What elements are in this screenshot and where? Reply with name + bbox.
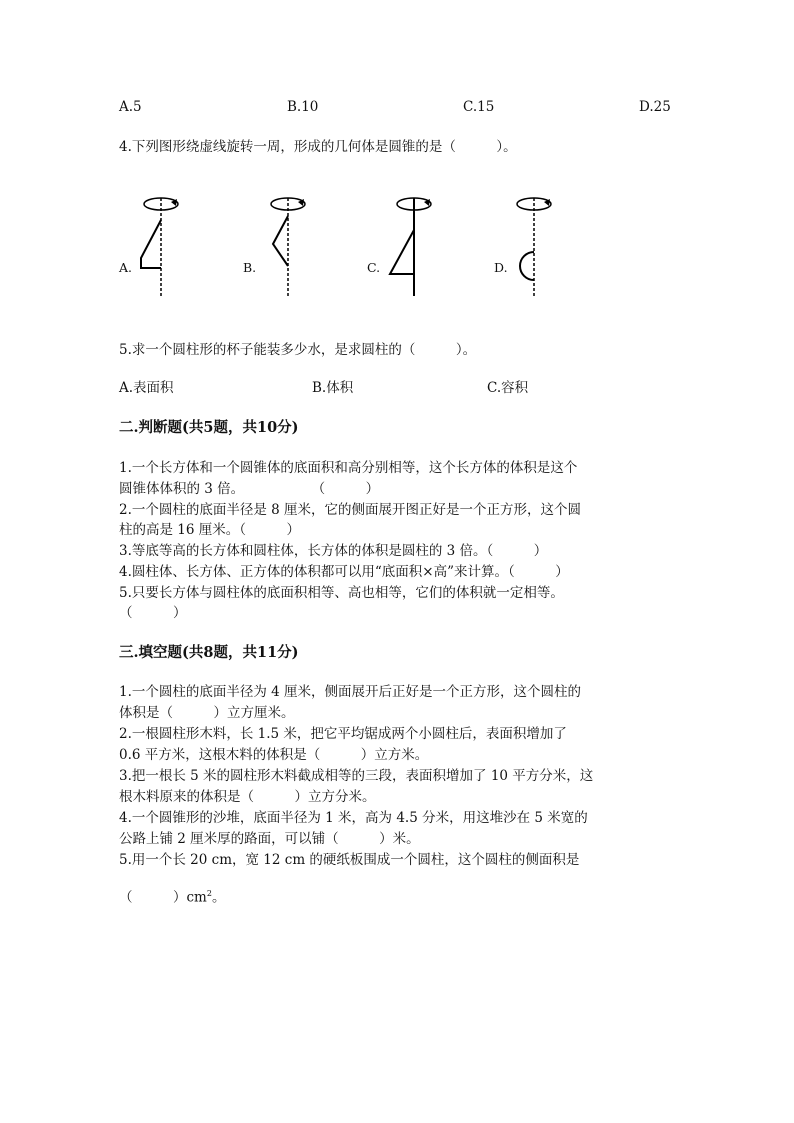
- fill-line: 3.把一根长 5 米的圆柱形木料截成相等的三段，表面积增加了 10 平方分米，这: [119, 768, 594, 784]
- fill-line: 0.6 平方米，这根木料的体积是（ ）立方米。: [119, 747, 429, 763]
- q3-option-d: D.25: [639, 99, 671, 115]
- judge-line: 4.圆柱体、长方体、正方体的体积都可以用“底面积×高”来计算。（ ）: [119, 564, 569, 580]
- fill-line: 5.用一个长 20 cm，宽 12 cm 的硬纸板围成一个圆柱，这个圆柱的侧面积是: [119, 852, 580, 868]
- fill-line: 体积是（ ）立方厘米。: [119, 705, 295, 721]
- fill-line-last: [119, 884, 225, 908]
- q4-label-b: B.: [243, 260, 257, 275]
- fill-line-last-text: （ ）cm: [119, 889, 207, 906]
- section-2-heading: 二.判断题(共5题，共10分): [119, 419, 299, 436]
- fill-line: 1.一个圆柱的底面半径为 4 厘米，侧面展开后正好是一个正方形，这个圆柱的: [119, 684, 582, 700]
- fill-line: 2.一根圆柱形木料，长 1.5 米，把它平均锯成两个小圆柱后，表面积增加了: [119, 726, 567, 742]
- q4-question: 4.下列图形绕虚线旋转一周，形成的几何体是圆锥的是（ ）。: [119, 139, 517, 155]
- fill-line-last-tail: 。: [211, 889, 226, 906]
- fill-line: 根木料原来的体积是（ ）立方分米。: [119, 789, 376, 805]
- section-3-heading: 三.填空题(共8题，共11分): [119, 644, 299, 661]
- q5-option-a: A.表面积: [119, 380, 174, 396]
- q3-option-b: B.10: [287, 99, 319, 115]
- judge-line: 5.只要长方体与圆柱体的底面积相等、高也相等，它们的体积就一定相等。: [119, 585, 564, 601]
- judge-line: 3.等底等高的长方体和圆柱体，长方体的体积是圆柱的 3 倍。（ ）: [119, 543, 548, 559]
- q4-label-a: A.: [119, 260, 133, 275]
- fill-line: 公路上铺 2 厘米厚的路面，可以铺（ ）米。: [119, 831, 420, 847]
- q3-option-c: C.15: [463, 99, 495, 115]
- q3-option-a: A.5: [119, 99, 142, 115]
- q4-figure-b: [243, 190, 323, 300]
- q4-label-d: D.: [494, 260, 508, 275]
- judge-line: （ ）: [119, 605, 187, 621]
- judge-line: 圆锥体体积的 3 倍。 （ ）: [119, 481, 380, 497]
- judge-line: 1.一个长方体和一个圆锥体的底面积和高分别相等，这个长方体的体积是这个: [119, 460, 578, 476]
- q4-figure-c: [367, 190, 447, 300]
- judge-line: 2.一个圆柱的底面半径是 8 厘米，它的侧面展开图正好是一个正方形，这个圆: [119, 502, 582, 518]
- q4-figure-a: [119, 190, 199, 300]
- fill-line: 4.一个圆锥形的沙堆，底面半径为 1 米，高为 4.5 分米，用这堆沙在 5 米宽的: [119, 810, 588, 826]
- unit-exponent: 2: [206, 889, 212, 898]
- q5-option-c: C.容积: [487, 380, 529, 396]
- q5-option-b: B.体积: [312, 380, 354, 396]
- q5-question: 5.求一个圆柱形的杯子能装多少水，是求圆柱的（ ）。: [119, 342, 477, 358]
- q4-figure-d: [494, 190, 574, 300]
- judge-line: 柱的高是 16 厘米。（ ）: [119, 522, 301, 538]
- q4-label-c: C.: [367, 260, 381, 275]
